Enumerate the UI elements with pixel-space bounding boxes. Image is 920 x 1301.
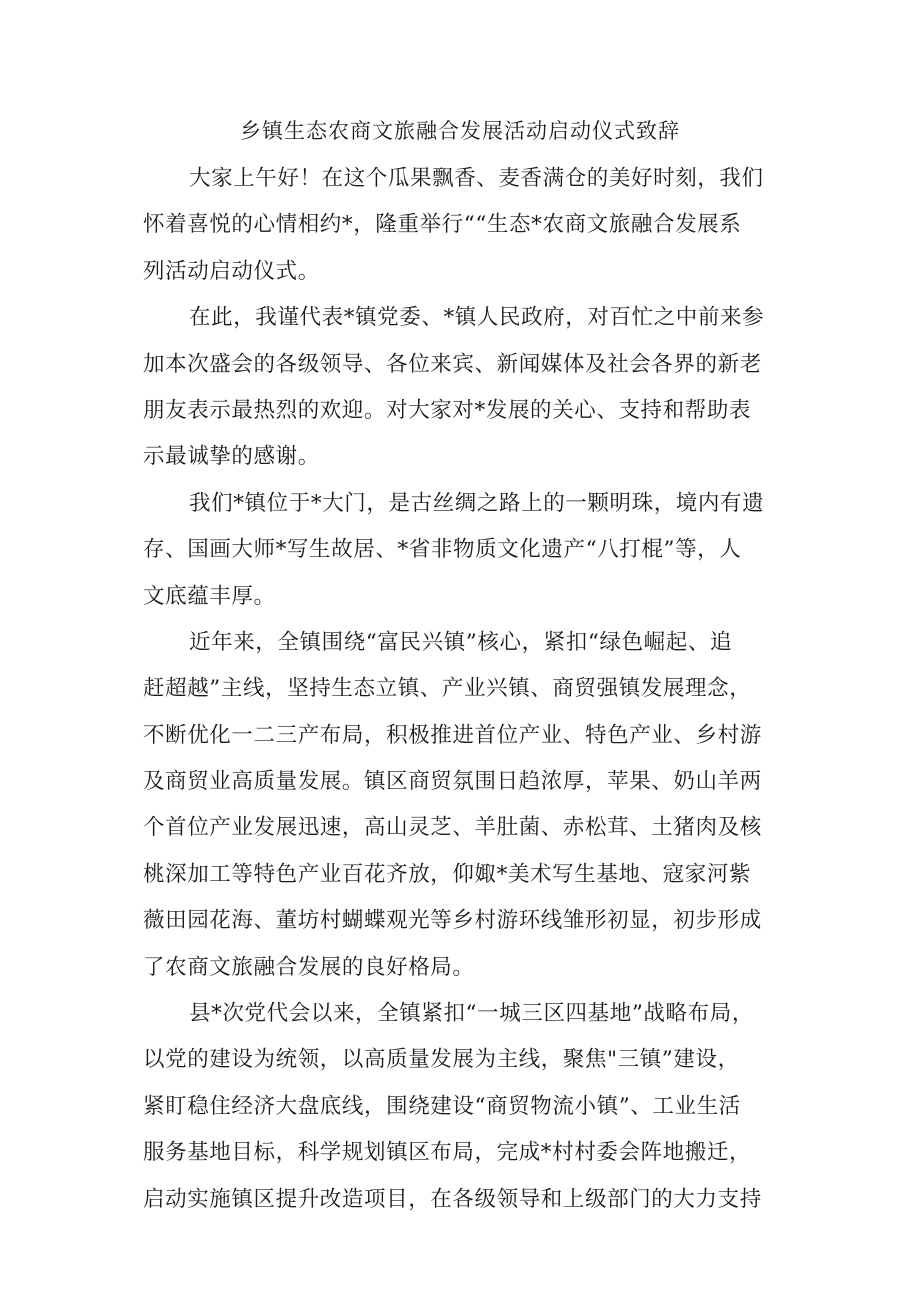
text-line: 不断优化一二三产布局，积极推进首位产业、特色产业、乡村游 xyxy=(143,722,762,748)
text-line: 文底蕴丰厚。 xyxy=(143,583,276,609)
text-line: 列活动启动仪式。 xyxy=(143,258,320,284)
text-line: 示最诚挚的感谢。 xyxy=(143,444,320,470)
text-line: 启动实施镇区提升改造项目，在各级领导和上级部门的大力支持 xyxy=(143,1186,762,1212)
text-line: 怀着喜悦的心情相约*，隆重举行““生态*农商文旅融合发展系 xyxy=(143,212,742,238)
paragraph-party-congress xyxy=(143,991,788,1223)
paragraph-welcome xyxy=(143,295,788,481)
text-line: 县*次党代会以来，全镇紧扣“一城三区四基地”战略布局， xyxy=(189,1001,754,1027)
text-line: 薇田园花海、董坊村蝴蝶观光等乡村游环线雏形初显，初步形成 xyxy=(143,908,762,934)
text-line: 了农商文旅融合发展的良好格局。 xyxy=(143,954,475,980)
text-line: 赶超越”主线，坚持生态立镇、产业兴镇、商贸强镇发展理念， xyxy=(143,676,752,702)
text-line: 个首位产业发展迅速，高山灵芝、羊肚菌、赤松茸、土猪肉及核 xyxy=(143,815,762,841)
text-line: 加本次盛会的各级领导、各位来宾、新闻媒体及社会各界的新老 xyxy=(143,351,762,377)
text-line: 在此，我谨代表*镇党委、*镇人民政府，对百忙之中前来参 xyxy=(189,305,765,331)
text-line: 我们*镇位于*大门，是古丝绸之路上的一颗明珠，境内有遗 xyxy=(189,490,765,516)
document-body xyxy=(143,156,788,1223)
document-title: 乡镇生态农商文旅融合发展活动启动仪式致辞 xyxy=(240,119,680,143)
text-line: 朋友表示最热烈的欢迎。对大家对*发展的关心、支持和帮助表 xyxy=(143,397,752,423)
text-line: 近年来，全镇围绕“富民兴镇”核心，紧扣“绿色崛起、追 xyxy=(189,629,733,655)
paragraph-greeting xyxy=(143,156,788,295)
text-line: 以党的建设为统领，以高质量发展为主线，聚焦"三镇”建设， xyxy=(143,1047,740,1073)
text-line: 及商贸业高质量发展。镇区商贸氛围日趋浓厚，苹果、奶山羊两 xyxy=(143,769,762,795)
text-line: 服务基地目标，科学规划镇区布局，完成*村村委会阵地搬迁， xyxy=(143,1140,752,1166)
paragraph-recent-years xyxy=(143,620,788,991)
paragraph-town-intro xyxy=(143,481,788,620)
text-line: 大家上午好！在这个瓜果飘香、麦香满仓的美好时刻，我们 xyxy=(189,166,764,191)
text-line: 桃深加工等特色产业百花齐放，仰娵*美术写生基地、寇家河紫 xyxy=(143,861,752,887)
text-line: 存、国画大师*写生故居、*省非物质文化遗产“八打棍”等，人 xyxy=(143,537,742,563)
text-line: 紧盯稳住经济大盘底线，围绕建设“商贸物流小镇”、工业生活 xyxy=(143,1093,741,1119)
